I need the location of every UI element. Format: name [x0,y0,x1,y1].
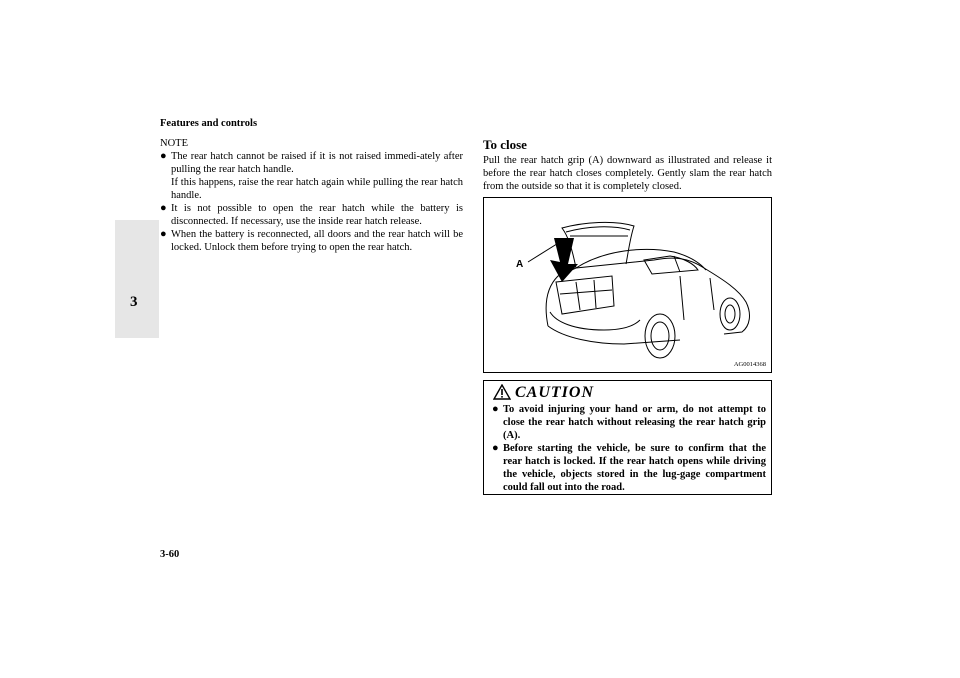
note-item-text: When the battery is reconnected, all doors and the rear hatch will be locked. Unlock them before trying to open the rear hatch. [171,229,463,253]
bullet-icon: ● [160,228,167,240]
note-item-text: The rear hatch cannot be raised if it is not raised immedi-ately after pulling the rear hatch handle. [171,151,463,175]
rear-hatch-illustration [483,197,772,373]
bullet-icon: ● [160,150,167,162]
caution-list [492,403,766,494]
note-item [160,202,463,228]
caution-item-text: Before starting the vehicle, be sure to confirm that the rear hatch is locked. If the rear hatch opens while driving the vehicle, objects stored in the lug-gage compartment could fall out into the road. [503,443,766,493]
grip-label-a: A [516,259,524,270]
chapter-tab [115,220,159,338]
caution-header [493,384,595,402]
bullet-icon: ● [492,442,499,454]
to-close-heading: To close [483,137,527,152]
to-close-text: Pull the rear hatch grip (A) downward as illustrated and release it before the rear hatch closes completely. Gently slam the rear hatch from the outside so that it is completely closed. [483,155,772,192]
note-item [160,150,463,202]
figure-code: AG0014368 [733,361,766,368]
chapter-number: 3 [130,294,138,310]
caution-item [492,403,766,442]
caution-item [492,442,766,494]
page-number: 3-60 [160,549,180,560]
bullet-icon: ● [492,403,499,415]
caution-title: CAUTION [515,384,595,401]
caution-box [483,380,772,495]
note-item-extra: If this happens, raise the rear hatch again while pulling the rear hatch handle. [171,177,463,201]
car-drawing [484,198,771,372]
note-block [160,137,463,254]
note-item [160,228,463,254]
note-item-text: It is not possible to open the rear hatch while the battery is disconnected. If necessary, use the inside rear hatch release. [171,203,463,227]
bullet-icon: ● [160,202,167,214]
caution-item-text: To avoid injuring your hand or arm, do not attempt to close the rear hatch without releasing the rear hatch grip (A). [503,404,766,441]
note-label: NOTE [160,138,188,149]
note-list [160,150,463,254]
section-title: Features and controls [160,118,258,129]
to-close-section [483,137,772,193]
warning-triangle-icon [493,384,511,400]
